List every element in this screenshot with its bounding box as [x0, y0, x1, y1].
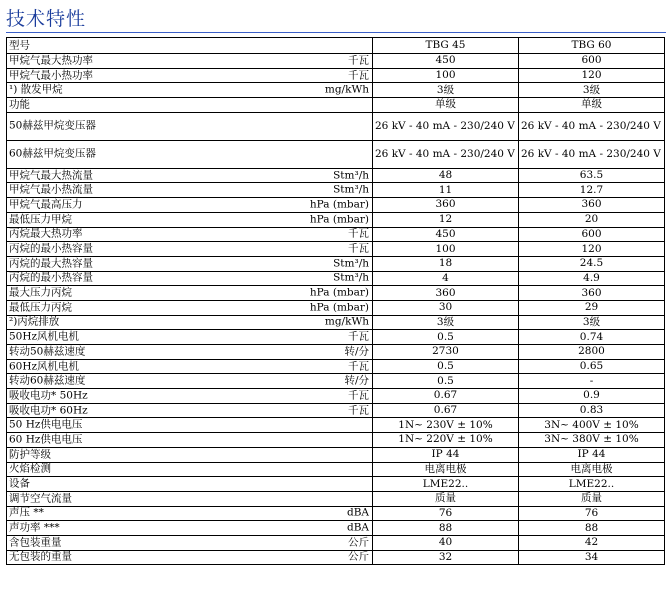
- tbg60-value: 0.65: [519, 359, 665, 374]
- table-row: [7, 462, 665, 477]
- row-name-cell: [7, 462, 373, 477]
- row-name-cell: [7, 359, 373, 374]
- row-unit: Stm³/h: [333, 271, 369, 284]
- row-unit: 公斤: [348, 536, 369, 549]
- tbg45-value: IP 44: [373, 447, 519, 462]
- table-row: [7, 183, 665, 198]
- row-unit: dBA: [346, 521, 369, 534]
- table-row: [7, 550, 665, 565]
- spec-table: [6, 37, 665, 565]
- row-unit: 千瓦: [348, 242, 369, 255]
- row-name-cell: [7, 198, 373, 213]
- row-label: 60Hz风机电机: [9, 360, 80, 373]
- table-header-row: [7, 38, 665, 54]
- table-row: [7, 68, 665, 83]
- row-label: 甲烷气最大热功率: [9, 54, 93, 67]
- row-name-cell: [7, 212, 373, 227]
- row-label: 最低压力丙烷: [9, 301, 72, 314]
- tbg60-value: 0.83: [519, 403, 665, 418]
- tbg60-value: 120: [519, 68, 665, 83]
- tbg45-value: 48: [373, 168, 519, 183]
- row-name-cell: [7, 183, 373, 198]
- row-name-cell: [7, 477, 373, 492]
- row-label: 转动60赫兹速度: [9, 374, 86, 387]
- tbg45-value: 质量: [373, 491, 519, 506]
- tbg45-value: 32: [373, 550, 519, 565]
- tbg60-value: -: [519, 374, 665, 389]
- tbg45-value: 0.5: [373, 359, 519, 374]
- row-unit: 千瓦: [348, 389, 369, 402]
- row-name-cell: [7, 491, 373, 506]
- tbg45-value: 0.67: [373, 389, 519, 404]
- table-row: [7, 286, 665, 301]
- tbg60-value: 600: [519, 54, 665, 69]
- tbg60-value: 26 kV - 40 mA - 230/240 V: [519, 112, 665, 140]
- tbg60-value: 88: [519, 521, 665, 536]
- row-unit: hPa (mbar): [309, 198, 369, 211]
- row-unit: dBA: [346, 506, 369, 519]
- row-label: ²)丙烷排放: [9, 315, 60, 328]
- table-row: [7, 330, 665, 345]
- tbg60-value: 42: [519, 535, 665, 550]
- row-unit: Stm³/h: [333, 257, 369, 270]
- tbg45-value: 26 kV - 40 mA - 230/240 V: [373, 140, 519, 168]
- tbg45-value: 1N~ 220V ± 10%: [373, 433, 519, 448]
- table-row: [7, 491, 665, 506]
- tbg45-value: 1N~ 230V ± 10%: [373, 418, 519, 433]
- table-row: [7, 418, 665, 433]
- tbg60-value: 34: [519, 550, 665, 565]
- row-name-cell: [7, 68, 373, 83]
- row-name-cell: [7, 330, 373, 345]
- tbg60-value: LME22..: [519, 477, 665, 492]
- row-unit: Stm³/h: [333, 169, 369, 182]
- row-label: 含包装重量: [9, 536, 62, 549]
- row-name-cell: [7, 389, 373, 404]
- row-name-cell: [7, 535, 373, 550]
- row-unit: mg/kWh: [324, 315, 369, 328]
- row-name-cell: [7, 256, 373, 271]
- row-name-cell: [7, 168, 373, 183]
- row-unit: 转/分: [344, 345, 369, 358]
- table-row: [7, 359, 665, 374]
- tbg60-value: 360: [519, 286, 665, 301]
- tbg60-value: 600: [519, 227, 665, 242]
- row-label: 防护等级: [9, 448, 51, 461]
- table-row: [7, 140, 665, 168]
- row-label: 最低压力甲烷: [9, 213, 72, 226]
- row-name-cell: [7, 286, 373, 301]
- header-label: 型号: [9, 39, 30, 51]
- tbg45-value: 100: [373, 242, 519, 257]
- table-row: [7, 389, 665, 404]
- row-label: 60 Hz供电电压: [9, 433, 83, 446]
- tbg60-value: 2800: [519, 345, 665, 360]
- tbg45-value: 11: [373, 183, 519, 198]
- row-label: 功能: [9, 98, 30, 111]
- tbg45-value: 18: [373, 256, 519, 271]
- row-label: 50Hz风机电机: [9, 330, 80, 343]
- tbg60-value: 63.5: [519, 168, 665, 183]
- tbg45-value: 30: [373, 300, 519, 315]
- tbg60-value: 360: [519, 198, 665, 213]
- row-label: 丙烷的最大热容量: [9, 257, 93, 270]
- table-row: [7, 535, 665, 550]
- row-unit: mg/kWh: [324, 83, 369, 96]
- tbg60-value: 26 kV - 40 mA - 230/240 V: [519, 140, 665, 168]
- tbg45-value: LME22..: [373, 477, 519, 492]
- tbg45-value: 88: [373, 521, 519, 536]
- tbg60-value: 4.9: [519, 271, 665, 286]
- row-name-cell: [7, 315, 373, 330]
- row-unit: hPa (mbar): [309, 301, 369, 314]
- tbg45-value: 0.5: [373, 330, 519, 345]
- table-row: [7, 374, 665, 389]
- row-unit: 千瓦: [348, 227, 369, 240]
- row-label: 甲烷气最高压力: [9, 198, 83, 211]
- row-name-cell: [7, 521, 373, 536]
- row-label: 声压 **: [9, 506, 44, 519]
- row-name-cell: [7, 447, 373, 462]
- tbg45-value: 76: [373, 506, 519, 521]
- tbg45-value: 450: [373, 54, 519, 69]
- tbg60-value: 3级: [519, 83, 665, 98]
- table-row: [7, 256, 665, 271]
- row-name-cell: [7, 112, 373, 140]
- tbg60-value: 12.7: [519, 183, 665, 198]
- table-row: [7, 521, 665, 536]
- row-label: 丙烷最大热功率: [9, 227, 83, 240]
- tbg60-value: 3N~ 400V ± 10%: [519, 418, 665, 433]
- table-row: [7, 227, 665, 242]
- page-title: 技术特性: [6, 8, 87, 30]
- row-label: 声功率 ***: [9, 521, 60, 534]
- row-label: 火焰检测: [9, 462, 51, 475]
- row-name-cell: [7, 506, 373, 521]
- row-label: 设备: [9, 477, 30, 490]
- row-unit: hPa (mbar): [309, 213, 369, 226]
- tbg60-value: 76: [519, 506, 665, 521]
- tbg60-value: 0.9: [519, 389, 665, 404]
- table-row: [7, 271, 665, 286]
- row-name-cell: [7, 98, 373, 113]
- table-row: [7, 345, 665, 360]
- row-label: 最大压力丙烷: [9, 286, 72, 299]
- row-unit: 转/分: [344, 374, 369, 387]
- tbg45-value: 360: [373, 286, 519, 301]
- row-label: 50 Hz供电电压: [9, 418, 83, 431]
- row-unit: hPa (mbar): [309, 286, 369, 299]
- row-label: 50赫兹甲烷变压器: [9, 119, 96, 132]
- table-row: [7, 198, 665, 213]
- tbg60-value: 质量: [519, 491, 665, 506]
- row-label: 转动50赫兹速度: [9, 345, 86, 358]
- table-row: [7, 300, 665, 315]
- table-row: [7, 477, 665, 492]
- tbg45-value: 3级: [373, 315, 519, 330]
- tbg45-value: 电离电极: [373, 462, 519, 477]
- table-row: [7, 433, 665, 448]
- table-row: [7, 315, 665, 330]
- model-tbg60-header: TBG 60: [519, 38, 665, 54]
- row-unit: 千瓦: [348, 330, 369, 343]
- row-name-cell: [7, 140, 373, 168]
- tbg45-value: 360: [373, 198, 519, 213]
- spec-table-body: [7, 38, 665, 565]
- table-row: [7, 447, 665, 462]
- row-label: 吸收电功* 50Hz: [9, 389, 88, 402]
- tbg60-value: 120: [519, 242, 665, 257]
- row-name-cell: [7, 227, 373, 242]
- table-row: [7, 98, 665, 113]
- tbg60-value: 3N~ 380V ± 10%: [519, 433, 665, 448]
- row-label: 吸收电功* 60Hz: [9, 404, 88, 417]
- row-label: 丙烷的最小热容量: [9, 242, 93, 255]
- row-label: 60赫兹甲烷变压器: [9, 147, 96, 160]
- row-name-cell: [7, 550, 373, 565]
- tbg45-value: 4: [373, 271, 519, 286]
- row-name-cell: [7, 433, 373, 448]
- row-unit: 公斤: [348, 550, 369, 563]
- tbg60-value: 电离电极: [519, 462, 665, 477]
- tbg45-value: 0.67: [373, 403, 519, 418]
- title-underline: [6, 32, 666, 33]
- model-tbg45-header: TBG 45: [373, 38, 519, 54]
- tbg60-value: 29: [519, 300, 665, 315]
- tbg45-value: 450: [373, 227, 519, 242]
- row-name-cell: [7, 374, 373, 389]
- row-label: 丙烷的最小热容量: [9, 271, 93, 284]
- row-unit: Stm³/h: [333, 183, 369, 196]
- tbg60-value: 3级: [519, 315, 665, 330]
- tbg45-value: 3级: [373, 83, 519, 98]
- row-label: 甲烷气最小热流量: [9, 183, 93, 196]
- row-label: ¹) 散发甲烷: [9, 83, 63, 96]
- row-name-cell: [7, 403, 373, 418]
- row-unit: 千瓦: [348, 404, 369, 417]
- row-unit: 千瓦: [348, 360, 369, 373]
- table-row: [7, 506, 665, 521]
- row-unit: 千瓦: [348, 69, 369, 82]
- tbg60-value: IP 44: [519, 447, 665, 462]
- table-row: [7, 54, 665, 69]
- tbg60-value: 0.74: [519, 330, 665, 345]
- table-row: [7, 83, 665, 98]
- row-name-cell: [7, 300, 373, 315]
- table-row: [7, 212, 665, 227]
- tbg45-value: 2730: [373, 345, 519, 360]
- row-label: 无包装的重量: [9, 550, 72, 563]
- tbg60-value: 20: [519, 212, 665, 227]
- table-row: [7, 242, 665, 257]
- tbg45-value: 100: [373, 68, 519, 83]
- tbg45-value: 26 kV - 40 mA - 230/240 V: [373, 112, 519, 140]
- tbg45-value: 单级: [373, 98, 519, 113]
- tbg60-value: 24.5: [519, 256, 665, 271]
- tbg60-value: 单级: [519, 98, 665, 113]
- table-row: [7, 168, 665, 183]
- row-name-cell: [7, 345, 373, 360]
- row-label: 调节空气流量: [9, 492, 72, 505]
- header-label-cell: [7, 38, 373, 54]
- row-name-cell: [7, 242, 373, 257]
- row-label: 甲烷气最大热流量: [9, 169, 93, 182]
- table-row: [7, 403, 665, 418]
- row-name-cell: [7, 418, 373, 433]
- table-row: [7, 112, 665, 140]
- row-name-cell: [7, 83, 373, 98]
- row-name-cell: [7, 271, 373, 286]
- row-name-cell: [7, 54, 373, 69]
- tbg45-value: 0.5: [373, 374, 519, 389]
- tbg45-value: 40: [373, 535, 519, 550]
- row-unit: 千瓦: [348, 54, 369, 67]
- tbg45-value: 12: [373, 212, 519, 227]
- row-label: 甲烷气最小热功率: [9, 69, 93, 82]
